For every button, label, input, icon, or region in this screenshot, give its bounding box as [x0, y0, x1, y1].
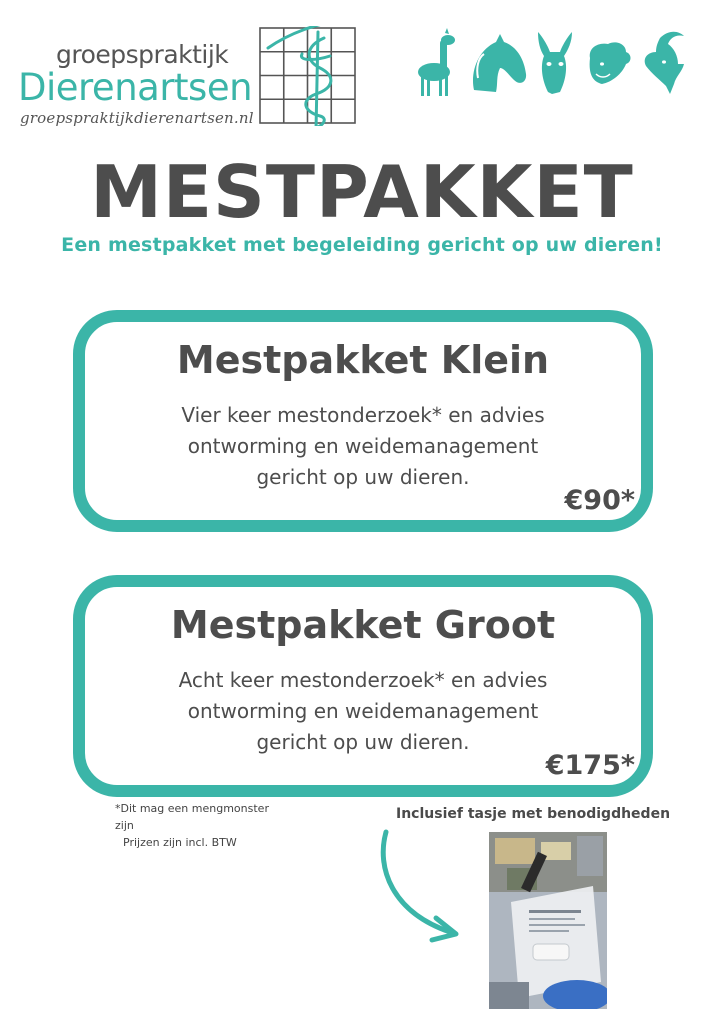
description-line: gericht op uw dieren.: [256, 730, 470, 754]
footnote-line: *Dit mag een mengmonster: [115, 802, 269, 815]
inclusief-label: Inclusief tasje met benodigdheden: [396, 806, 671, 822]
curved-arrow-icon: [372, 828, 482, 948]
donkey-icon: [538, 32, 572, 94]
logo-url: groepspraktijkdierenartsen.nl: [20, 109, 254, 127]
horse-icon: [473, 34, 526, 92]
alpaca-icon: [418, 28, 455, 96]
description-line: Vier keer mestonderzoek* en advies: [181, 403, 545, 427]
logo-text-dierenartsen: Dierenartsen: [18, 66, 253, 109]
package-description: [85, 400, 641, 493]
description-line: ontworming en weidemanagement: [187, 699, 539, 723]
description-line: Acht keer mestonderzoek* en advies: [178, 668, 548, 692]
footnote: [115, 800, 305, 851]
description-line: gericht op uw dieren.: [256, 465, 470, 489]
package-price: €90*: [564, 485, 635, 516]
footnote-line: zijn: [115, 819, 134, 832]
package-title: Mestpakket Klein: [176, 338, 550, 382]
footnote-btw: Prijzen zijn incl. BTW: [123, 836, 237, 849]
page-title: MESTPAKKET: [90, 150, 634, 234]
package-card-klein: [73, 310, 653, 532]
package-card-groot: [73, 575, 653, 797]
package-title: Mestpakket Groot: [170, 603, 556, 647]
animals-icons: [412, 28, 692, 100]
package-description: [85, 665, 641, 758]
goat-icon: [645, 32, 684, 94]
package-price: €175*: [545, 750, 635, 781]
logo-text-groepspraktijk: groepspraktijk: [56, 40, 229, 69]
sheep-icon: [590, 42, 631, 84]
page-subtitle: Een mestpakket met begeleiding gericht op uw dieren!: [61, 234, 663, 256]
logo: [18, 18, 363, 128]
kit-photo: [489, 832, 607, 1009]
description-line: ontworming en weidemanagement: [187, 434, 539, 458]
caduceus-grid-icon: [258, 26, 358, 126]
